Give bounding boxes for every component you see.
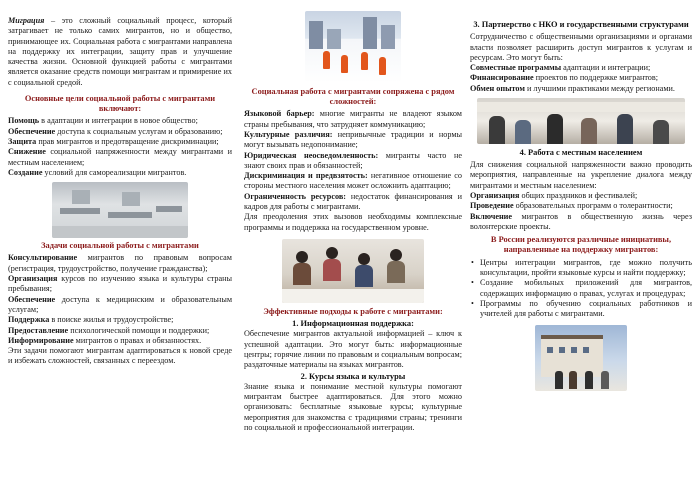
- difficulties-list: [244, 109, 462, 212]
- list-item: Снижение социальной напряженности между мигрантами и местным населением;: [8, 147, 232, 167]
- tasks-heading: Задачи социальной работы с мигрантами: [41, 241, 199, 251]
- list-item: Обеспечение доступа к социальным услугам и образованию;: [8, 126, 223, 136]
- approach-1-title: 1. Информационная поддержка:: [292, 319, 414, 329]
- service-counter-photo: [477, 98, 685, 144]
- list-item: Консультирование мигрантов по правовым вопросам (регистрация, трудоустройство, получение гражданства);: [8, 253, 232, 273]
- goals-heading: Основные цели социальной работы с мигрантами включают:: [24, 94, 216, 114]
- goals-list: [8, 116, 232, 178]
- list-item: Организация общих праздников и фестивалей;: [470, 191, 638, 201]
- local-text: Для снижения социальной напряженности важно проводить мероприятия, направленные на укрепление диалога между мигрантами и местным населением:: [470, 160, 692, 190]
- tasks-outro: Эти задачи помогают мигрантам адаптироваться к новой среде и избежать сложностей, связанных с переездом.: [8, 346, 232, 366]
- list-item: Поддержка в поиске жилья и трудоустройстве;: [8, 315, 174, 325]
- list-item: Дискриминация и предвзятость: негативное отношение со стороны местного населения может осложнить адаптацию;: [244, 171, 462, 191]
- list-item: Юридическая неосведомленность: мигранты часто не знают своих прав и обязанностей;: [244, 150, 462, 170]
- list-item: Информирование мигрантов о правах и обязанностях.: [8, 335, 202, 345]
- list-item: Культурные различия: непривычные традиции и нормы могут вызывать недопонимание;: [244, 130, 462, 150]
- ngo-heading: 3. Партнерство с НКО и государственными структурами: [473, 20, 689, 29]
- list-item: Организация курсов по изучению языка и культуры страны пребывания;: [8, 274, 232, 294]
- approach-2-text: Знание языка и понимание местной культуры помогают мигрантам быстрее адаптироваться. Для этого можно организовать: бесплатные языковые курсы; культурные мероприятия для знакомства с традициями страны; тренинги по социальной и профессиональной интеграции.: [244, 381, 462, 432]
- list-item: • Создание мобильных приложений для мигрантов, содержащих информацию о правах, услугах и процедурах;: [470, 278, 692, 299]
- list-item: Ограниченность ресурсов: недостаток финансирования и кадров для работы с мигрантами.: [244, 191, 462, 212]
- list-item: • Центры интеграции мигрантов, где можно получить консультации, пройти языковые курсы и найти поддержку;: [470, 258, 692, 279]
- intro-paragraph: Миграция – это сложный социальный процесс, который затрагивает не только самих мигрантов, но и общество, принимающее их. Социальная работа с мигрантами направлена на поддержку их интеграции, защиту прав и улучшение качества жизни. Основной функцией работы с мигрантами является оказание средств помощи мигрантам и примирение их с социальной средой.: [8, 16, 232, 87]
- workers-in-snow-photo: [305, 11, 401, 83]
- russia-heading: В России реализуются различные инициативы, направленные на поддержку мигрантов:: [490, 235, 672, 255]
- center-building-photo: [535, 325, 627, 391]
- list-item: Обеспечение доступа к медицинским и образовательным услугам;: [8, 294, 232, 314]
- list-item: Создание условий для самореализации мигрантов.: [8, 167, 187, 177]
- students-photo: [282, 239, 424, 303]
- column-left: [8, 0, 232, 495]
- column-right: [470, 0, 692, 495]
- approaches-heading: Эффективные подходы к работе с мигрантами:: [263, 306, 443, 316]
- list-item: Помощь в адаптации и интеграции в новое общество;: [8, 116, 198, 126]
- tasks-list: [8, 253, 232, 346]
- approach-2-title: 2. Курсы языка и культуры: [300, 371, 406, 381]
- list-item: Финансирование проектов по поддержке мигрантов;: [470, 73, 659, 83]
- list-item: Включение мигрантов в общественную жизнь через волонтерские проекты.: [470, 211, 692, 231]
- list-item: Проведение образовательных программ о толерантности;: [470, 201, 673, 211]
- ngo-text: Сотрудничество с общественными организациями и органами власти позволяет расширить доступ мигрантов к услугам и ресурсам. Это могут быть:: [470, 32, 692, 62]
- list-item: Совместные программы адаптации и интеграции;: [470, 63, 651, 73]
- list-item: Языковой барьер: многие мигранты не владеют языком страны пребывания, что затрудняет коммуникацию;: [244, 109, 462, 129]
- russia-list: [470, 258, 692, 320]
- difficulties-heading: Социальная работа с мигрантами сопряжена с рядом сложностей:: [251, 87, 455, 107]
- list-item: • Программы по обучению социальных работников и учителей для работы с мигрантами.: [470, 299, 692, 320]
- office-photo: [52, 182, 188, 238]
- list-item: Обмен опытом и лучшими практиками между регионами.: [470, 83, 675, 93]
- difficulties-outro: Для преодоления этих вызовов необходимы комплексные программы и поддержка на государственном уровне.: [244, 212, 462, 232]
- column-middle: [244, 0, 462, 495]
- approach-1-text: Обеспечение мигрантов актуальной информацией – ключ к успешной адаптации. Это могут быть: информационные центры; горячие линии по правовым и социальным вопросам; раздаточные материалы на языках мигрантов.: [244, 329, 462, 370]
- list-item: Защита прав мигрантов и предотвращение дискриминации;: [8, 137, 219, 147]
- list-item: Предоставление психологической помощи и поддержки;: [8, 325, 210, 335]
- local-heading: 4. Работа с местным населением: [519, 147, 643, 157]
